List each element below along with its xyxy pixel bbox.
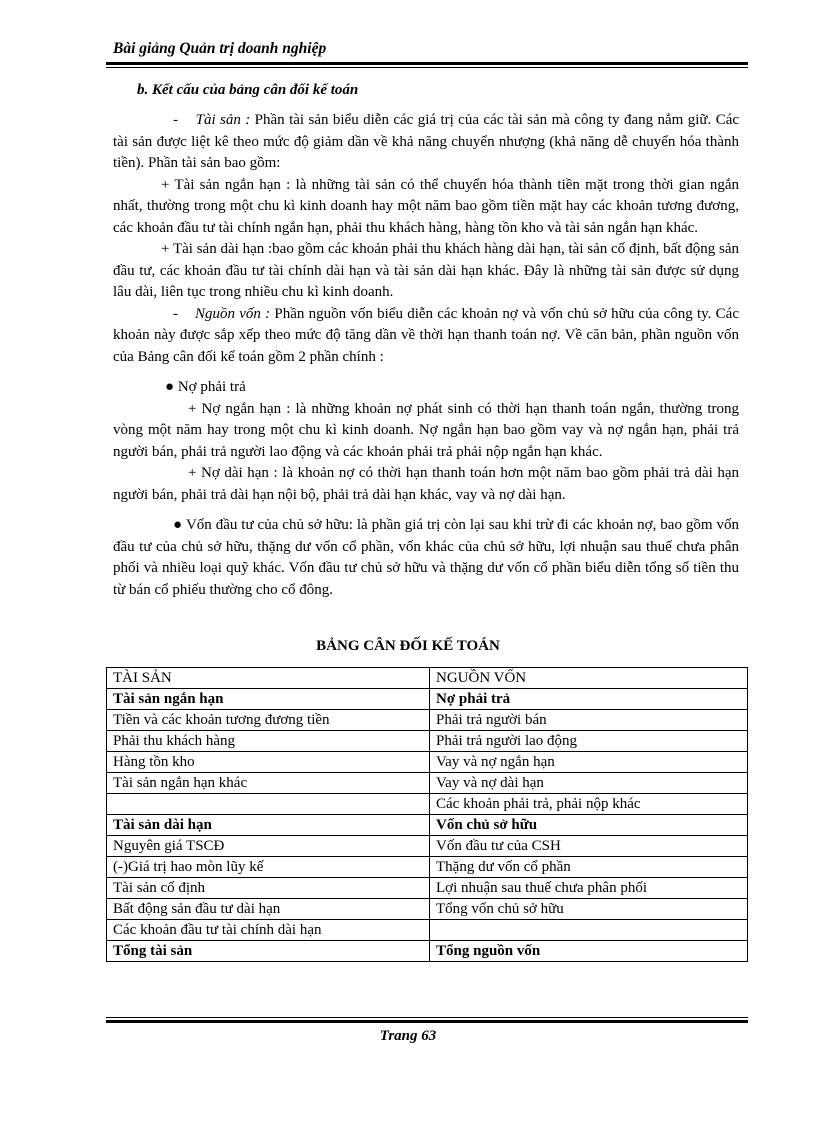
section-heading: b. Kết cấu của bảng cân đối kế toán bbox=[137, 82, 359, 98]
capital-cell: Vốn đầu tư của CSH bbox=[430, 836, 748, 857]
asset-cell: Tiền và các khoản tương đương tiền bbox=[107, 710, 430, 731]
footer-rule bbox=[106, 1020, 748, 1023]
table-row bbox=[107, 836, 748, 857]
bullet-icon: ● bbox=[165, 379, 175, 395]
capital-cell: Tổng vốn chủ sở hữu bbox=[430, 899, 748, 920]
table-row bbox=[107, 752, 748, 773]
dash: - bbox=[173, 305, 178, 322]
capital-cell: Nợ phải trả bbox=[430, 689, 748, 710]
capital-text: Phần nguồn vốn biểu diễn các khoản nợ và vốn chủ sở hữu của công ty. Các khoản này được sắp xếp theo mức độ tăng dần về thời hạn thanh toán nợ. Về căn bản, phần nguồn vốn của Bảng cân đối kế toán gồm 2 phần chính : bbox=[113, 305, 739, 365]
assets-text: Phần tài sản biểu diễn các giá trị của các tài sản mà công ty đang nắm giữ. Các tài sản được liệt kê theo mức độ giảm dần về khả năng chuyển nhượng (khả năng dễ chuyển hóa thành tiền). Phần tài sản bao gồm: bbox=[113, 112, 740, 171]
asset-cell: Tài sản ngắn hạn khác bbox=[107, 773, 430, 794]
capital-cell: Phải trả người lao động bbox=[430, 731, 748, 752]
table-row bbox=[107, 815, 748, 836]
asset-cell: (-)Giá trị hao mòn lũy kế bbox=[107, 857, 430, 878]
table-row bbox=[107, 794, 748, 815]
capital-cell: Các khoản phải trả, phải nộp khác bbox=[430, 794, 748, 815]
paragraph-long-term-assets: + Tài sản dài hạn :bao gồm các khoản phải thu khách hàng dài hạn, tài sản cố định, bất động sản đầu tư, các khoản đầu tư tài chính dài hạn và tài sản dài hạn khác. Đây là những tài sản được sử dụng lâu dài, liên tục trong nhiều chu kì kinh doanh. bbox=[113, 241, 739, 300]
table-row bbox=[107, 857, 748, 878]
asset-cell: Tài sản cố định bbox=[107, 878, 430, 899]
table-row bbox=[107, 878, 748, 899]
capital-cell: Thặng dư vốn cổ phần bbox=[430, 857, 748, 878]
paragraph-long-term-debt: + Nợ dài hạn : là khoản nợ có thời hạn thanh toán hơn một năm bao gồm phải trả dài hạn người bán, phải trả dài hạn nội bộ, phải trả dài hạn khác, vay và nợ dài hạn. bbox=[113, 465, 739, 503]
footer-rule-thin bbox=[106, 1017, 748, 1018]
bullet-liabilities bbox=[113, 377, 739, 399]
paragraph-assets bbox=[113, 110, 739, 175]
asset-cell: TÀI SẢN bbox=[107, 668, 430, 689]
paragraph-capital bbox=[113, 304, 739, 369]
asset-cell: Tài sản ngắn hạn bbox=[107, 689, 430, 710]
asset-cell: Hàng tồn kho bbox=[107, 752, 430, 773]
term-assets: Tài sản : bbox=[195, 112, 251, 128]
dash: - bbox=[173, 112, 178, 128]
asset-cell: Bất động sản đầu tư dài hạn bbox=[107, 899, 430, 920]
asset-cell: Tổng tài sản bbox=[107, 941, 430, 962]
paragraph-current-assets: + Tài sản ngắn hạn : là những tài sản có thể chuyển hóa thành tiền mặt trong thời gian ngắn nhất, thường trong một chu kì kinh doanh hay một năm bao gồm tiền mặt hay các khoản tương đương, các khoản đầu tư tài chính ngắn hạn, phải thu khách hàng, hàng tồn kho và tài sản ngắn hạn khác. bbox=[113, 176, 739, 236]
page-number: Trang 63 bbox=[379, 1028, 437, 1044]
table-row bbox=[107, 689, 748, 710]
body-text bbox=[113, 110, 739, 601]
table-title: BẢNG CÂN ĐỐI KẾ TOÁN bbox=[316, 638, 500, 654]
table-row bbox=[107, 941, 748, 962]
header-rule bbox=[106, 62, 748, 65]
capital-cell: NGUỒN VỐN bbox=[430, 668, 748, 689]
term-capital: Nguồn vốn : bbox=[194, 305, 271, 322]
capital-cell: Vốn chủ sở hữu bbox=[430, 815, 748, 836]
paragraph-short-term-debt: + Nợ ngắn hạn : là những khoản nợ phát sinh có thời hạn thanh toán ngắn, thường trong vòng một năm hay trong một chu kì kinh doanh. Nợ ngắn hạn bao gồm vay và nợ ngắn hạn, phải trả người bán, phải trả người lao động và các khoản phải trả phải nộp ngắn hạn khác. bbox=[113, 400, 739, 460]
header-title: Bài giảng Quản trị doanh nghiệp bbox=[113, 40, 327, 57]
asset-cell: Các khoản đầu tư tài chính dài hạn bbox=[107, 920, 430, 941]
table-row bbox=[107, 920, 748, 941]
header-rule-thin bbox=[106, 67, 748, 68]
bullet-equity bbox=[113, 515, 739, 601]
table-row bbox=[107, 899, 748, 920]
capital-cell: Vay và nợ ngắn hạn bbox=[430, 752, 748, 773]
asset-cell bbox=[107, 794, 430, 815]
bullet-equity-text: Vốn đầu tư của chủ sở hữu: là phần giá trị còn lại sau khi trừ đi các khoản nợ, bao gồm vốn đầu tư của chủ sở hữu, thặng dư vốn cổ phần, vốn khác của chủ sở hữu, lợi nhuận sau thuế chưa phân phối và nhiều loại quỹ khác. Vốn đầu tư chủ sở hữu và thặng dư vốn cổ phần biểu diễn tổng số tiền thu từ bán cổ phiếu thường cho cổ đông. bbox=[113, 517, 739, 598]
table-row bbox=[107, 710, 748, 731]
capital-cell bbox=[430, 920, 748, 941]
table-row bbox=[107, 668, 748, 689]
asset-cell: Nguyên giá TSCĐ bbox=[107, 836, 430, 857]
table-row bbox=[107, 731, 748, 752]
bullet-liabilities-text: Nợ phải trả bbox=[177, 379, 246, 395]
table-row bbox=[107, 773, 748, 794]
asset-cell: Tài sản dài hạn bbox=[107, 815, 430, 836]
capital-cell: Phải trả người bán bbox=[430, 710, 748, 731]
bullet-icon: ● bbox=[173, 517, 183, 533]
balance-sheet-table bbox=[106, 667, 748, 962]
capital-cell: Vay và nợ dài hạn bbox=[430, 773, 748, 794]
asset-cell: Phải thu khách hàng bbox=[107, 731, 430, 752]
capital-cell: Tổng nguồn vốn bbox=[430, 941, 748, 962]
capital-cell: Lợi nhuận sau thuế chưa phân phối bbox=[430, 878, 748, 899]
